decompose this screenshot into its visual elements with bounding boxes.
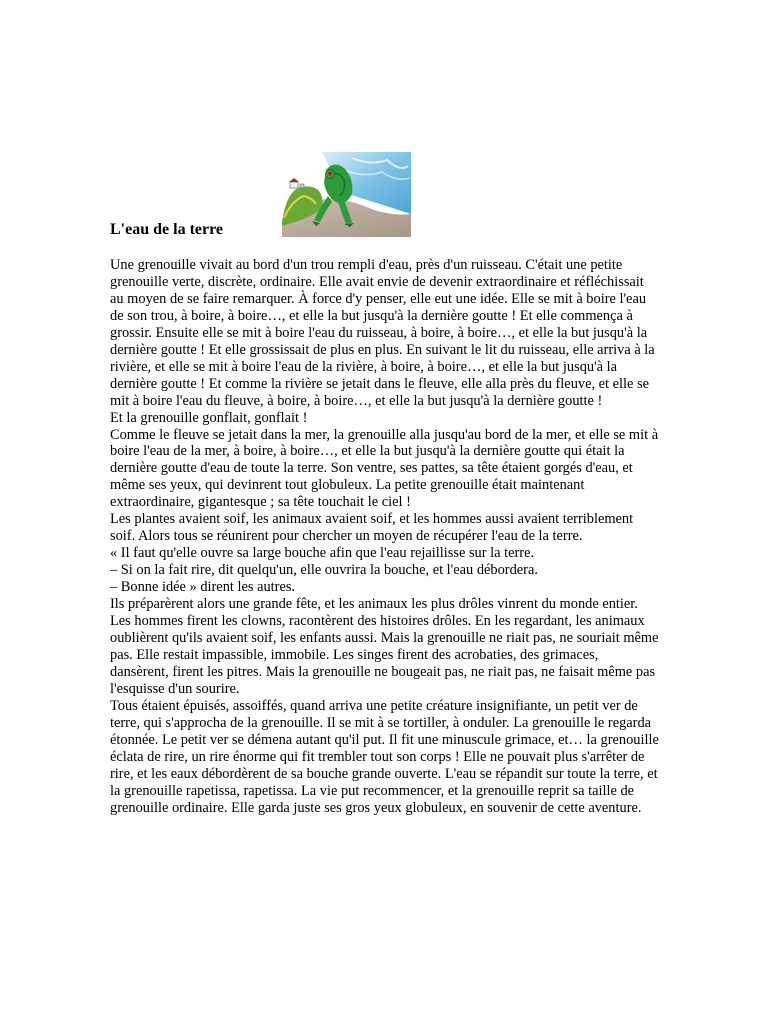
- paragraph: Ils préparèrent alors une grande fête, et les animaux les plus drôles vinrent du monde entier. Les hommes firent les clowns, racontèrent des histoires drôles. En les regardant, les animaux oublièrent qu'ils avaient soif, les enfants aussi. Mais la grenouille ne riait pas, ne souriait même pas. Elle restait impassible, immobile. Les singes firent des acrobaties, des grimaces, dansèrent, firent les pitres. Mais la grenouille ne bougeait pas, ne riait pas, ne faisait même pas l'esquisse d'un sourire.: [110, 596, 659, 697]
- story-title: L'eau de la terre: [110, 221, 224, 238]
- paragraph: Et la grenouille gonflait, gonflait !: [110, 409, 308, 426]
- paragraph: Tous étaient épuisés, assoiffés, quand arriva une petite créature insignifiante, un petit ver de terre, qui s'approcha de la grenouille. Il se mit à se tortiller, à onduler. La grenouille le regarda étonnée. Le petit ver se démena autant qu'il put. Il fit une minuscule grimace, et… la grenouille éclata de rire, un rire énorme qui fit trembler tout son corps ! Elle ne pouvait plus s'arrêter de rire, et les eaux débordèrent de sa bouche grande ouverte. L'eau se répandit sur toute la terre, et la grenouille rapetissa, rapetissa. La vie put recommencer, et la grenouille reprit sa taille de grenouille ordinaire. Elle garda juste ses gros yeux globuleux, en souvenir de cette aventure.: [110, 697, 659, 816]
- frog-illustration-icon: [282, 152, 411, 237]
- story-body: [110, 257, 660, 816]
- dialogue-line: – Bonne idée » dirent les autres.: [110, 579, 296, 596]
- dialogue-line: « Il faut qu'elle ouvre sa large bouche afin que l'eau rejaillisse sur la terre.: [110, 545, 535, 562]
- dialogue-line: – Si on la fait rire, dit quelqu'un, elle ouvrira la bouche, et l'eau débordera.: [110, 562, 538, 579]
- paragraph: Comme le fleuve se jetait dans la mer, la grenouille alla jusqu'au bord de la mer, et elle se mit à boire l'eau de la mer, à boire, à boire…, et elle la but jusqu'à la dernière goutte qui était la dernière goutte d'eau de toute la terre. Son ventre, ses pattes, sa tête étaient gorgés d'eau, et même ses yeux, qui devinrent tout globuleux. La petite grenouille était maintenant extraordinaire, gigantesque ; sa tête touchait le ciel !: [110, 426, 659, 511]
- paragraph: Les plantes avaient soif, les animaux avaient soif, et les hommes aussi avaient terriblement soif. Alors tous se réunirent pour chercher un moyen de récupérer l'eau de la terre.: [110, 511, 634, 545]
- paragraph: Une grenouille vivait au bord d'un trou rempli d'eau, près d'un ruisseau. C'était une petite grenouille verte, discrète, ordinaire. Elle avait envie de devenir extraordinaire et réfléchissait au moyen de se faire remarquer. À force d'y penser, elle eut une idée. Elle se mit à boire l'eau de son trou, à boire, à boire…, et elle la but jusqu'à la dernière goutte ! Et elle commença à grossir. Ensuite elle se mit à boire l'eau du ruisseau, à boire, à boire…, et elle la but jusqu'à la dernière goutte ! Et elle grossissait de plus en plus. En suivant le lit du ruisseau, elle arriva à la rivière, et elle se mit à boire l'eau de la rivière, à boire, à boire…, et elle la but jusqu'à la dernière goutte ! Et comme la rivière se jetait dans le fleuve, elle alla près du fleuve, et elle se mit à boire l'eau du fleuve, à boire, à boire…, et elle la but jusqu'à la dernière goutte !: [110, 257, 655, 409]
